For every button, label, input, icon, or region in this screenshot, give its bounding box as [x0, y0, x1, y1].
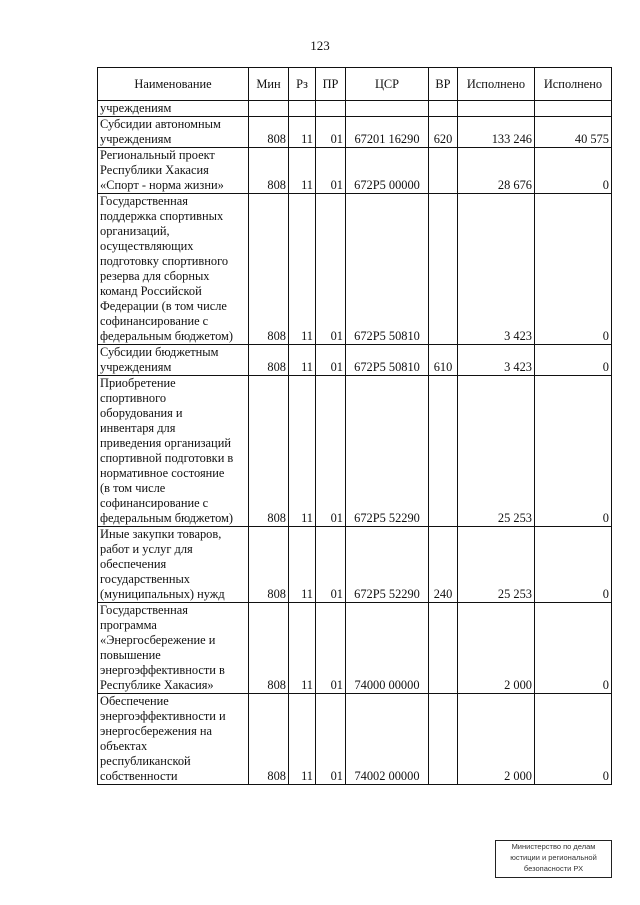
cell-min: 808 — [249, 603, 289, 694]
cell-pr: 01 — [316, 148, 346, 194]
cell-csr — [346, 101, 429, 117]
cell-pr: 01 — [316, 117, 346, 148]
cell-rz: 11 — [289, 694, 316, 785]
stamp-line: безопасности РХ — [523, 864, 584, 873]
cell-executed-1 — [458, 101, 535, 117]
cell-executed-1: 133 246 — [458, 117, 535, 148]
cell-executed-2: 0 — [535, 345, 612, 376]
cell-csr: 67201 16290 — [346, 117, 429, 148]
cell-pr: 01 — [316, 345, 346, 376]
cell-pr — [316, 101, 346, 117]
cell-vr: 240 — [429, 527, 458, 603]
cell-vr — [429, 376, 458, 527]
cell-rz: 11 — [289, 194, 316, 345]
table-row — [98, 101, 612, 117]
cell-csr: 672Р5 50810 — [346, 345, 429, 376]
cell-name: Иные закупки товаров, работ и услуг для обеспечения государственных (муниципальных) нужд — [98, 527, 249, 603]
cell-rz: 11 — [289, 376, 316, 527]
cell-min: 808 — [249, 694, 289, 785]
cell-executed-2: 0 — [535, 603, 612, 694]
cell-min: 808 — [249, 376, 289, 527]
cell-executed-1: 25 253 — [458, 527, 535, 603]
cell-executed-2: 0 — [535, 194, 612, 345]
stamp-line: юстиции и региональной — [510, 853, 597, 862]
cell-csr: 672Р5 50810 — [346, 194, 429, 345]
cell-rz: 11 — [289, 148, 316, 194]
cell-vr — [429, 194, 458, 345]
stamp-line: Министерство по делам — [511, 842, 596, 851]
header-csr: ЦСР — [346, 68, 429, 101]
cell-vr — [429, 101, 458, 117]
header-vr: ВР — [429, 68, 458, 101]
header-executed-1: Исполнено — [458, 68, 535, 101]
cell-min: 808 — [249, 527, 289, 603]
cell-name: Региональный проект Республики Хакасия «Спорт - норма жизни» — [98, 148, 249, 194]
cell-vr: 610 — [429, 345, 458, 376]
cell-executed-1: 28 676 — [458, 148, 535, 194]
header-row — [98, 68, 612, 101]
cell-min: 808 — [249, 148, 289, 194]
cell-executed-2: 0 — [535, 148, 612, 194]
cell-name: Приобретение спортивного оборудования и инвентаря для приведения организаций спортивной подготовки в нормативное состояние (в том числе софинансирование с федеральным бюджетом) — [98, 376, 249, 527]
cell-csr: 74002 00000 — [346, 694, 429, 785]
cell-executed-2: 40 575 — [535, 117, 612, 148]
cell-min: 808 — [249, 345, 289, 376]
cell-rz — [289, 101, 316, 117]
page-number: 123 — [310, 38, 330, 53]
table-row — [98, 148, 612, 194]
cell-name: учреждениям — [98, 101, 249, 117]
table-row — [98, 603, 612, 694]
table-row — [98, 694, 612, 785]
header-min: Мин — [249, 68, 289, 101]
cell-min — [249, 101, 289, 117]
cell-executed-2 — [535, 101, 612, 117]
cell-vr: 620 — [429, 117, 458, 148]
cell-pr: 01 — [316, 694, 346, 785]
cell-rz: 11 — [289, 345, 316, 376]
cell-name: Государственная поддержка спортивных организаций, осуществляющих подготовку спортивного резерва для сборных команд Российской Федерации (в том числе софинансирование с федеральным бюджетом) — [98, 194, 249, 345]
cell-pr: 01 — [316, 603, 346, 694]
cell-pr: 01 — [316, 527, 346, 603]
cell-vr — [429, 694, 458, 785]
budget-table — [97, 67, 612, 785]
cell-rz: 11 — [289, 527, 316, 603]
cell-name: Субсидии бюджетным учреждениям — [98, 345, 249, 376]
cell-pr: 01 — [316, 376, 346, 527]
table-row — [98, 117, 612, 148]
cell-name: Государственная программа «Энергосбережение и повышение энергоэффективности в Республике Хакасия» — [98, 603, 249, 694]
cell-name: Субсидии автономным учреждениям — [98, 117, 249, 148]
cell-rz: 11 — [289, 603, 316, 694]
table-row — [98, 527, 612, 603]
cell-csr: 672Р5 52290 — [346, 376, 429, 527]
table-row — [98, 376, 612, 527]
ministry-stamp — [495, 840, 612, 878]
table-row — [98, 194, 612, 345]
cell-executed-1: 2 000 — [458, 694, 535, 785]
cell-executed-2: 0 — [535, 527, 612, 603]
cell-csr: 672Р5 52290 — [346, 527, 429, 603]
table-header — [98, 68, 612, 101]
table-body — [98, 101, 612, 785]
table-row — [98, 345, 612, 376]
cell-csr: 74000 00000 — [346, 603, 429, 694]
cell-min: 808 — [249, 194, 289, 345]
cell-executed-1: 25 253 — [458, 376, 535, 527]
header-pr: ПР — [316, 68, 346, 101]
cell-executed-1: 3 423 — [458, 194, 535, 345]
cell-vr — [429, 603, 458, 694]
cell-executed-1: 3 423 — [458, 345, 535, 376]
header-executed-2: Исполнено — [535, 68, 612, 101]
cell-min: 808 — [249, 117, 289, 148]
header-name: Наименование — [98, 68, 249, 101]
header-rz: Рз — [289, 68, 316, 101]
cell-executed-2: 0 — [535, 376, 612, 527]
cell-executed-2: 0 — [535, 694, 612, 785]
cell-vr — [429, 148, 458, 194]
cell-name: Обеспечение энергоэффективности и энергосбережения на объектах республиканской собственности — [98, 694, 249, 785]
cell-pr: 01 — [316, 194, 346, 345]
cell-executed-1: 2 000 — [458, 603, 535, 694]
cell-rz: 11 — [289, 117, 316, 148]
cell-csr: 672Р5 00000 — [346, 148, 429, 194]
